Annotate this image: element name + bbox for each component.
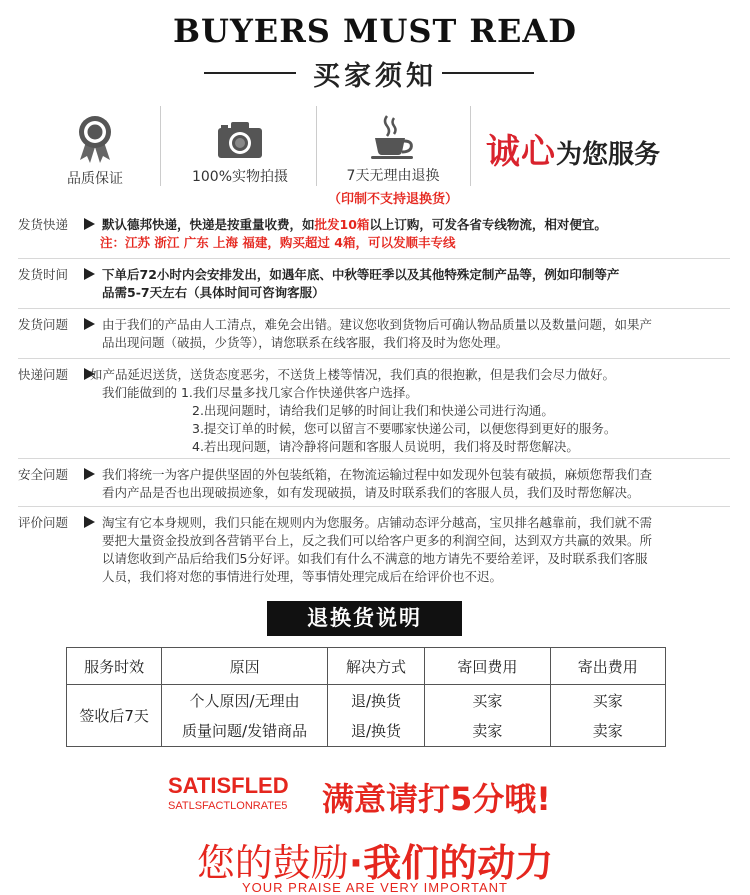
arrow-right-icon (84, 268, 95, 280)
returns-table (66, 647, 666, 747)
section-text: 4.若出现问题，请冷静将问题和客服人员说明，我们将及时帮您解决。 (192, 439, 579, 454)
camera-icon (216, 120, 264, 160)
section-line (102, 216, 730, 234)
section-text: 如产品延迟送货，送货态度恶劣，不送货上楼等情况，我们真的很抱歉，但是我们会尽力做好。 (90, 367, 616, 382)
section-label: 快递问题 (18, 367, 69, 382)
section-divider (18, 358, 730, 359)
title-rule-right (442, 72, 534, 74)
feature-divider (316, 106, 317, 186)
table-header-cell: 寄出费用 (550, 648, 665, 685)
praise-en: YOUR PRAISE ARE VERY IMPORTANT (242, 880, 508, 895)
section-label: 评价问题 (18, 515, 69, 530)
section-text: 以上订购，可发各省专线物流，相对便宜。 (369, 217, 607, 232)
section-label: 安全问题 (18, 467, 69, 482)
section-text: 我们将统一为客户提供坚固的外包装纸箱，在物流运输过程中如发现外包装有破损，麻烦您帮我们查 (102, 467, 653, 482)
slogan-highlight: 诚心 (486, 132, 556, 172)
section-line (102, 316, 730, 334)
feature-divider (160, 106, 161, 186)
table-row (67, 685, 666, 716)
feature-divider (470, 106, 471, 186)
returns-title: 退换货说明 (267, 601, 462, 636)
section-text: 注：江苏 浙江 广东 上海 福建，购买超过 4箱，可以发顺丰专线 (100, 235, 456, 250)
section-divider (18, 458, 730, 459)
section-text: 下单后72小时内会安排发出，如遇年底、中秋等旺季以及其他特殊定制产品等，例如印制等产 (102, 267, 620, 282)
arrow-right-icon (84, 218, 95, 230)
table-cell: 个人原因/无理由 (162, 685, 328, 716)
arrow-right-icon (84, 318, 95, 330)
section-divider (18, 506, 730, 507)
section-divider (18, 258, 730, 259)
section-line (102, 484, 730, 502)
section-text: 品出现问题（破损，少货等），请您联系在线客服，我们将及时为您处理。 (102, 335, 509, 350)
slogan-text: 为您服务 (556, 140, 661, 170)
table-cell: 退/换货 (327, 716, 424, 747)
ribbon-award-icon (75, 114, 115, 164)
table-cell: 质量问题/发错商品 (162, 716, 328, 747)
section-line (102, 438, 730, 456)
arrow-right-icon (84, 516, 95, 528)
encouragement-b: 我们的动力 (363, 841, 554, 885)
section-text: 品需5-7天左右（具体时间可咨询客服） (102, 285, 325, 300)
section-line (102, 284, 730, 302)
section-text: 人员，我们将对您的事情进行处理，等事情处理完成后在给评价也不迟。 (102, 569, 503, 584)
section-line (102, 532, 730, 550)
section-text: 2.出现问题时，请给我们足够的时间让我们和快递公司进行沟通。 (192, 403, 554, 418)
section-text: 我们能做到的 1.我们尽量多找几家合作快递供客户选择。 (102, 385, 418, 400)
table-cell: 买家 (550, 685, 665, 716)
table-cell: 退/换货 (327, 685, 424, 716)
satisfied-en: SATISFLED (168, 773, 289, 798)
service-slogan (486, 124, 660, 173)
section-body (90, 366, 730, 456)
section-line (102, 266, 730, 284)
section-text: 默认德邦快递，快递是按重量收费，如 (102, 217, 315, 232)
table-header-cell: 服务时效 (67, 648, 162, 685)
feature-return (318, 114, 468, 207)
section-body (102, 316, 730, 352)
section-body (102, 466, 730, 502)
section-body (102, 266, 730, 302)
section-text: 要把大量资金投放到各营销平台上，反之我们可以给客户更多的利润空间，达到双方共赢的效果。所 (102, 533, 653, 548)
section-body (102, 514, 730, 586)
table-cell: 买家 (425, 685, 550, 716)
table-header-cell: 原因 (162, 648, 328, 685)
encouragement-dot: · (348, 841, 364, 885)
table-cell: 卖家 (425, 716, 550, 747)
table-header-cell: 解决方式 (327, 648, 424, 685)
section-text: 由于我们的产品由人工清点，难免会出错。建议您收到货物后可确认物品质量以及数量问题，如果产 (102, 317, 653, 332)
page-title-en: BUYERS MUST READ (173, 12, 577, 50)
table-cell: 卖家 (550, 716, 665, 747)
arrow-right-icon (84, 468, 95, 480)
section-line (102, 466, 730, 484)
encouragement (0, 832, 750, 887)
section-label: 发货问题 (18, 317, 69, 332)
table-header-cell: 寄回费用 (425, 648, 550, 685)
section-line (102, 384, 730, 402)
section-line (102, 420, 730, 438)
section-label: 发货时间 (18, 267, 69, 282)
section-text: 看内产品是否也出现破损迹象，如有发现破损，请及时联系我们的客服人员，我们及时帮您解决。 (102, 485, 640, 500)
section-line (102, 402, 730, 420)
satisfied-cn: 满意请打5分哦! (322, 780, 551, 818)
feature-label: 7天无理由退换 (346, 168, 440, 184)
encouragement-a: 您的鼓励 (196, 841, 349, 885)
section-line (102, 568, 730, 586)
section-line (100, 234, 730, 252)
section-text: 以请您收到产品后给我们5分好评。如我们有什么不满意的地方请先不要给差评，及时联系我们客服 (102, 551, 648, 566)
section-body (102, 216, 730, 252)
section-text: 3.提交订单的时候，您可以留言不要哪家快递公司，以便您得到更好的服务。 (192, 421, 617, 436)
section-divider (18, 308, 730, 309)
section-label: 发货快递 (18, 217, 69, 232)
page-title-cn: 买家须知 (313, 61, 437, 92)
section-text: 批发10箱 (314, 217, 370, 232)
feature-photo (176, 114, 304, 186)
coffee-cup-icon (369, 114, 417, 160)
page-title-cn-wrap (0, 52, 750, 92)
section-text: 淘宝有它本身规则，我们只能在规则内为您服务。店铺动态评分越高，宝贝排名越靠前，我们就不需 (102, 515, 653, 530)
section-line (102, 514, 730, 532)
feature-label: 品质保证 (67, 171, 123, 187)
feature-label: 100%实物拍摄 (191, 169, 289, 185)
table-cell-period: 签收后7天 (67, 685, 162, 747)
section-line (90, 366, 730, 384)
feature-note: （印制不支持退换货） (327, 192, 458, 207)
table-header-row (67, 648, 666, 685)
satisfied-rate-en: SATLSFACTLONRATE5 (168, 800, 288, 812)
feature-quality (40, 114, 150, 188)
section-line (102, 550, 730, 568)
section-line (102, 334, 730, 352)
